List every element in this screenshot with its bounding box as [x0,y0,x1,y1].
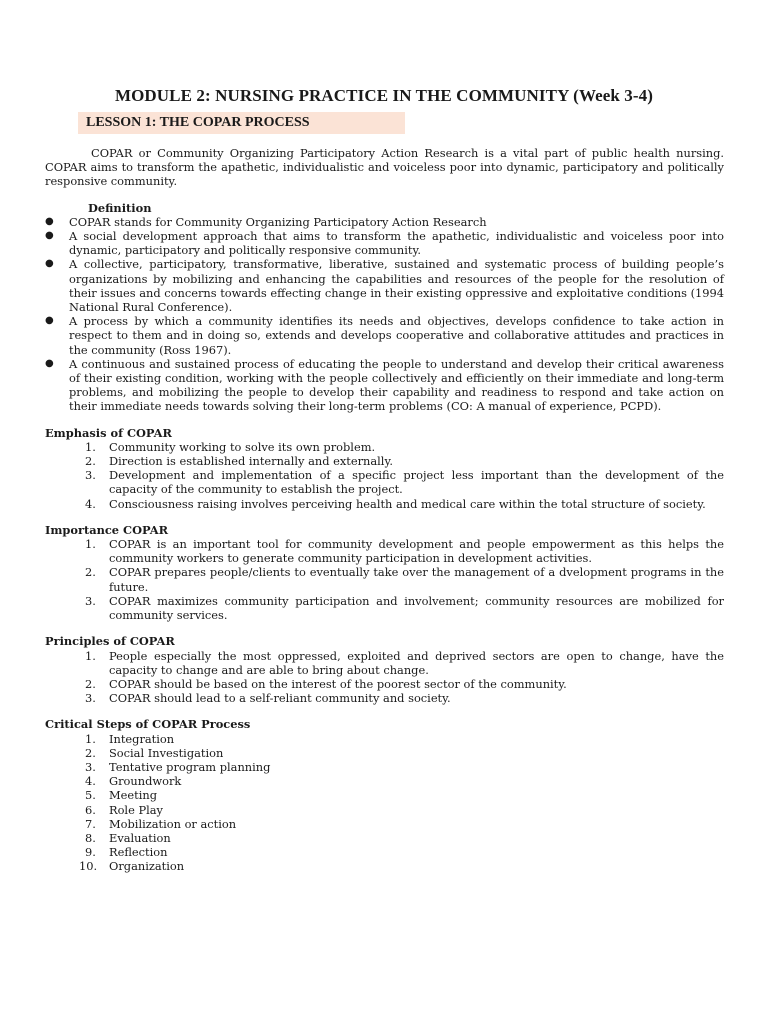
list-item: 6. Role Play [85,802,163,817]
list-item: 2. Social Investigation [85,745,224,760]
importance-list [45,537,724,622]
list-item: 4. Consciousness raising involves perceiving health and medical care within the total structure of society. [85,496,706,511]
definition-item: ● A process by which a community identifies its needs and objectives, develops confidence to take action in respect to them and in doing so, extends and develops cooperative and collaborative attitudes and practices in the community (Ross 1967). [45,314,724,357]
list-item: 5. Meeting [85,788,157,803]
definition-heading: Definition [88,200,152,215]
list-item: 10. Organization [79,859,185,874]
list-item: 2. COPAR should be based on the interest of the poorest sector of the community. [85,676,567,691]
bullet-icon: ● [45,357,54,369]
list-item: 1. People especially the most oppressed, exploited and deprived sectors are open to change, have the capacity to change and are able to bring about change. [85,648,724,677]
bullet-icon: ● [45,230,54,242]
importance-heading: Importance COPAR [45,522,169,537]
list-item: 2. Direction is established internally and externally. [85,454,393,469]
emphasis-heading: Emphasis of COPAR [45,425,172,440]
bullet-icon: ● [45,258,54,270]
intro-paragraph: COPAR or Community Organizing Participatory Action Research is a vital part of public health nursing. COPAR aims to transform the apathetic, individualistic and voiceless poor into dynamic, participatory and politically responsive community. [45,146,724,189]
list-item: 2. COPAR prepares people/clients to eventually take over the management of a dvelopment programs in the future. [85,565,724,594]
list-item: 8. Evaluation [85,830,171,845]
definition-list [45,215,724,414]
emphasis-list [45,440,724,511]
critical-steps-list [45,732,724,874]
bullet-icon: ● [45,215,54,227]
module-title: MODULE 2: NURSING PRACTICE IN THE COMMUNITY (Week 3-4) [114,86,654,105]
list-item: 3. COPAR maximizes community participation and involvement; community resources are mobilized for community services. [85,593,724,623]
principles-list [45,649,724,706]
definition-item: ● A continuous and sustained process of educating the people to understand and develop their critical awareness of their existing condition, working with the people collectively and efficiently on their immediate and long-term problems, and mobilizing the people to develop their capability and readiness to respond and take action on their immediate needs towards solving their long-term problems (CO: A manual of experience, PCPD). [45,356,724,414]
list-item: 3. Tentative program planning [85,759,271,774]
list-item: 1. COPAR is an important tool for community development and people empowerment as this helps the community workers to generate community participation in development activities. [85,537,724,566]
document-body [45,146,724,874]
list-item: 1. Integration [85,731,175,746]
principles-heading: Principles of COPAR [45,634,175,649]
bullet-icon: ● [45,315,54,327]
lesson-title: LESSON 1: THE COPAR PROCESS [78,112,405,134]
list-item: 3. COPAR should lead to a self-reliant community and society. [85,691,451,706]
critical-steps-heading: Critical Steps of COPAR Process [45,717,251,732]
list-item: 3. Development and implementation of a specific project less important than the development of the capacity of the community to establish the project. [85,468,724,497]
definition-item: ● COPAR stands for Community Organizing Participatory Action Research [45,214,487,229]
list-item: 4. Groundwork [85,774,182,789]
list-item: 1. Community working to solve its own problem. [85,439,376,454]
definition-item: ● A collective, participatory, transformative, liberative, sustained and systematic process of building people’s organizations by mobilizing and enhancing the capabilities and resources of the people for the resolution of their issues and concerns towards effecting change in their existing oppressive and exploitative conditions (1994 National Rural Conference). [45,257,725,315]
list-item: 7. Mobilization or action [85,816,237,831]
list-item: 9. Reflection [85,845,168,860]
definition-item: ● A social development approach that aims to transform the apathetic, individualistic and voiceless poor into dynamic, participatory and politically responsive community. [45,229,724,258]
